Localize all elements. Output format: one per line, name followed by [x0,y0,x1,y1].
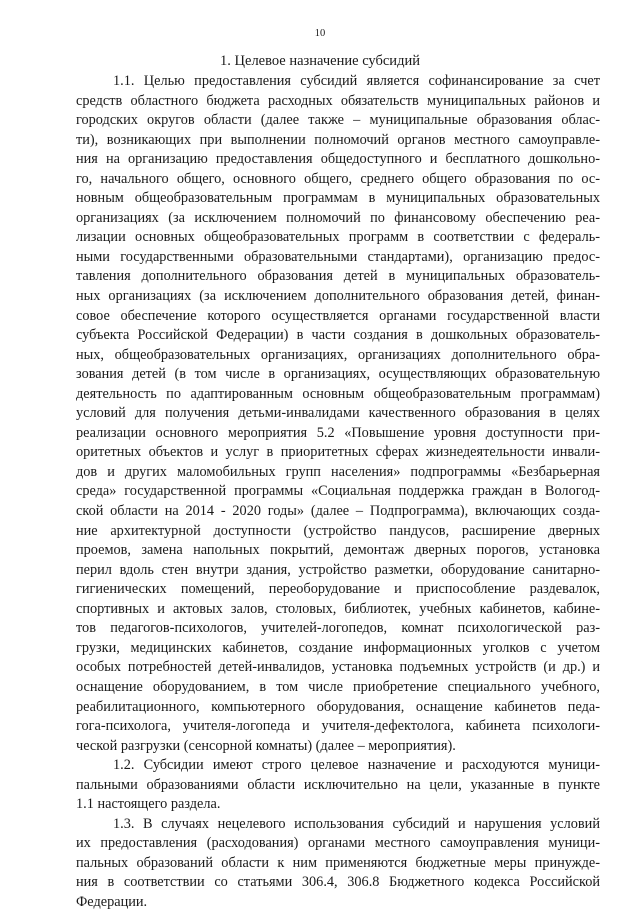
text-line: гога-психолога, учителя-логопеда и учителя-дефектолога, кабинета психологи- [76,718,600,735]
text-line: оснащение оборудованием, в том числе приобретение специального учебного, [76,678,600,695]
body-text [76,72,600,913]
text-line: деятельность по адаптированным основным общеобразовательным программам) [76,385,600,402]
text-line: лизации основных общеобразовательных программ в соответствии с федераль- [76,229,600,246]
text-line: грузки, медицинских кабинетов, создание информационных уголков с учетом [76,639,600,656]
paragraph-2 [76,756,600,815]
text-line: дов и других маломобильных групп населения» подпрограммы «Безбарьерная [76,463,600,480]
text-line: перил вдоль стен внутри здания, устройство разметки, оборудование санитарно- [76,561,600,578]
text-line: средств областного бюджета расходных обязательств муниципальных районов и [76,92,600,109]
text-line: спортивных и актовых залов, столовых, библиотек, учебных кабинетов, кабине- [76,600,600,617]
text-line: 1.1. Целью предоставления субсидий является софинансирование за счет [113,73,600,89]
text-line: организациях (за исключением полномочий по финансовому обеспечению реа- [76,209,600,226]
text-line: ных организациях (за исключением дополнительного образования детей, финан- [76,288,600,305]
text-line: го, начального общего, основного общего, среднего общего образования по ос- [76,170,600,187]
text-line: ской области на 2014 - 2020 годы» (далее – Подпрограмма), включающих созда- [76,503,600,520]
paragraph-3 [76,815,600,913]
text-line: особых потребностей детей-инвалидов, установка подъемных устройств (и др.) и [76,659,600,676]
text-line: проемов, замена напольных покрытий, демонтаж дверных порогов, установка [76,542,600,559]
paragraph-1 [76,72,600,756]
text-line: 1.3. В случаях нецелевого использования субсидий и нарушения условий [113,815,600,832]
text-line: ти), возникающих при выполнении полномочий органов местного самоуправле- [76,131,600,148]
text-line: ческой разгрузки (сенсорной комнаты) (далее – мероприятия). [76,737,456,754]
text-line: новным общеобразовательным программам в муниципальных образовательных [76,190,600,207]
text-line: ными государственными образовательными стандартами), организацию предос- [76,248,600,265]
text-line: ния на организацию предоставления общедоступного и бесплатного дошкольно- [76,151,600,168]
text-line: оритетных объектов и услуг в приоритетных сферах жизнедеятельности инвали- [76,444,600,461]
text-line: условий для получения детьми-инвалидами качественного образования в целях [76,405,600,422]
page-number: 10 [314,28,326,39]
text-line: субъекта Российской Федерации) в части создания в дошкольных образователь- [76,327,600,344]
text-line: реабилитационного, компьютерного оборудования, оснащение кабинетов педа- [76,698,600,715]
text-line: 1.1 настоящего раздела. [76,796,221,813]
text-line: Федерации. [76,893,148,910]
text-line: 1.2. Субсидии имеют строго целевое назначение и расходуются муници- [113,757,600,774]
section-title: 1. Целевое назначение субсидий [220,53,420,69]
text-line: совое обеспечение которого осуществляется органами государственной власти [76,307,600,324]
text-line: реализации основного мероприятия 5.2 «Повышение уровня доступности при- [76,424,600,441]
text-line: зования детей (в том числе в организациях, осуществляющих образовательную [76,366,600,383]
text-line: гигиенических помещений, переоборудование и приспособление раздевалок, [76,581,600,598]
text-line: ния в соответствии со статьями 306.4, 306.8 Бюджетного кодекса Российской [76,874,600,891]
text-line: ние архитектурной доступности (устройство пандусов, расширение дверных [76,522,600,539]
text-line: среда» государственной программы «Социальная поддержка граждан в Вологод- [76,483,600,500]
text-line: городских округов области (далее также – муниципальные образования облас- [76,112,600,129]
text-line: их предоставления (расходования) органами местного самоуправления муници- [76,835,600,852]
text-line: пальных образований области к ним применяются бюджетные меры принужде- [76,854,600,871]
text-line: тавления дополнительного образования детей в муниципальных образователь- [76,268,600,285]
text-line: ных, общеобразовательных организациях, организациях дополнительного обра- [76,346,600,363]
text-line: тов педагогов-психологов, учителей-логопедов, комнат психологической раз- [76,620,600,637]
text-line: пальными образованиями области исключительно на цели, указанные в пункте [76,776,600,793]
